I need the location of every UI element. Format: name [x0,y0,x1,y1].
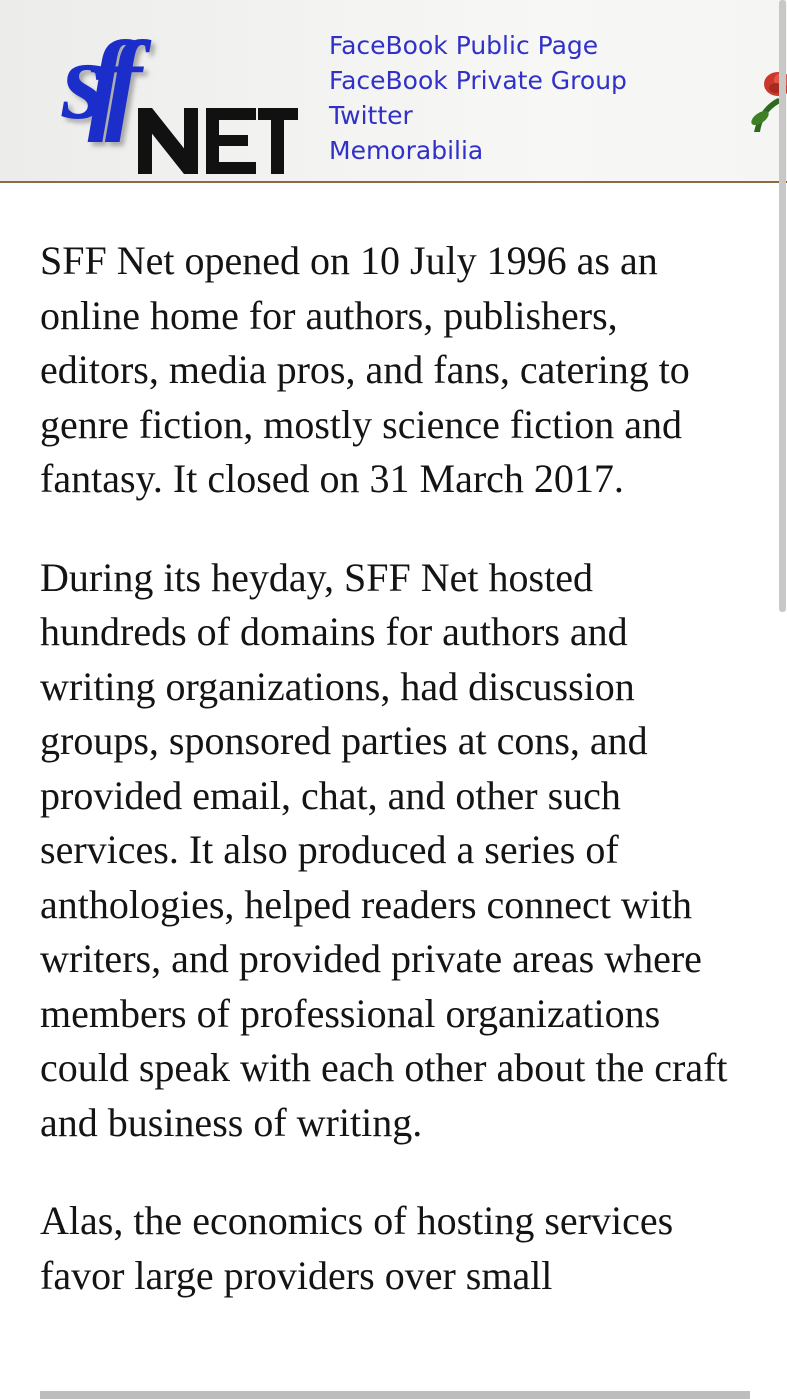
nav-link-twitter[interactable]: Twitter [329,101,413,130]
svg-text:sff: sff [62,19,125,143]
bottom-bar [40,1391,750,1399]
sffnet-logo-graphic [60,18,310,178]
intro-paragraph: SFF Net opened on 10 July 1996 as an online home for authors, publishers, editors, media pros, and fans, catering to genre fiction, mostly science fiction and fantasy. It closed on 31 March 2017. [40,238,690,501]
main-content [40,234,745,1347]
nav-link-memorabilia[interactable]: Memorabilia [329,136,484,165]
sffnet-logo[interactable] [60,18,310,178]
nav-link-facebook-private-group[interactable]: FaceBook Private Group [329,66,627,95]
scrollbar[interactable] [779,0,787,1399]
header-nav [329,28,627,168]
history-paragraph: During its heyday, SFF Net hosted hundreds of domains for authors and writing organizations, had discussion groups, sponsored parties at cons, and provided email, chat, and other such services. It also produced a series of anthologies, helped readers connect with writers, and provided private areas where members of professional organizations could speak with each other about the craft and business of writing. [40,554,728,1145]
closing-paragraph: Alas, the economics of hosting services favor large providers over small [40,1198,674,1298]
site-header [0,0,787,183]
scrollbar-thumb[interactable] [779,0,786,612]
nav-link-facebook-public-page[interactable]: FaceBook Public Page [329,31,599,60]
